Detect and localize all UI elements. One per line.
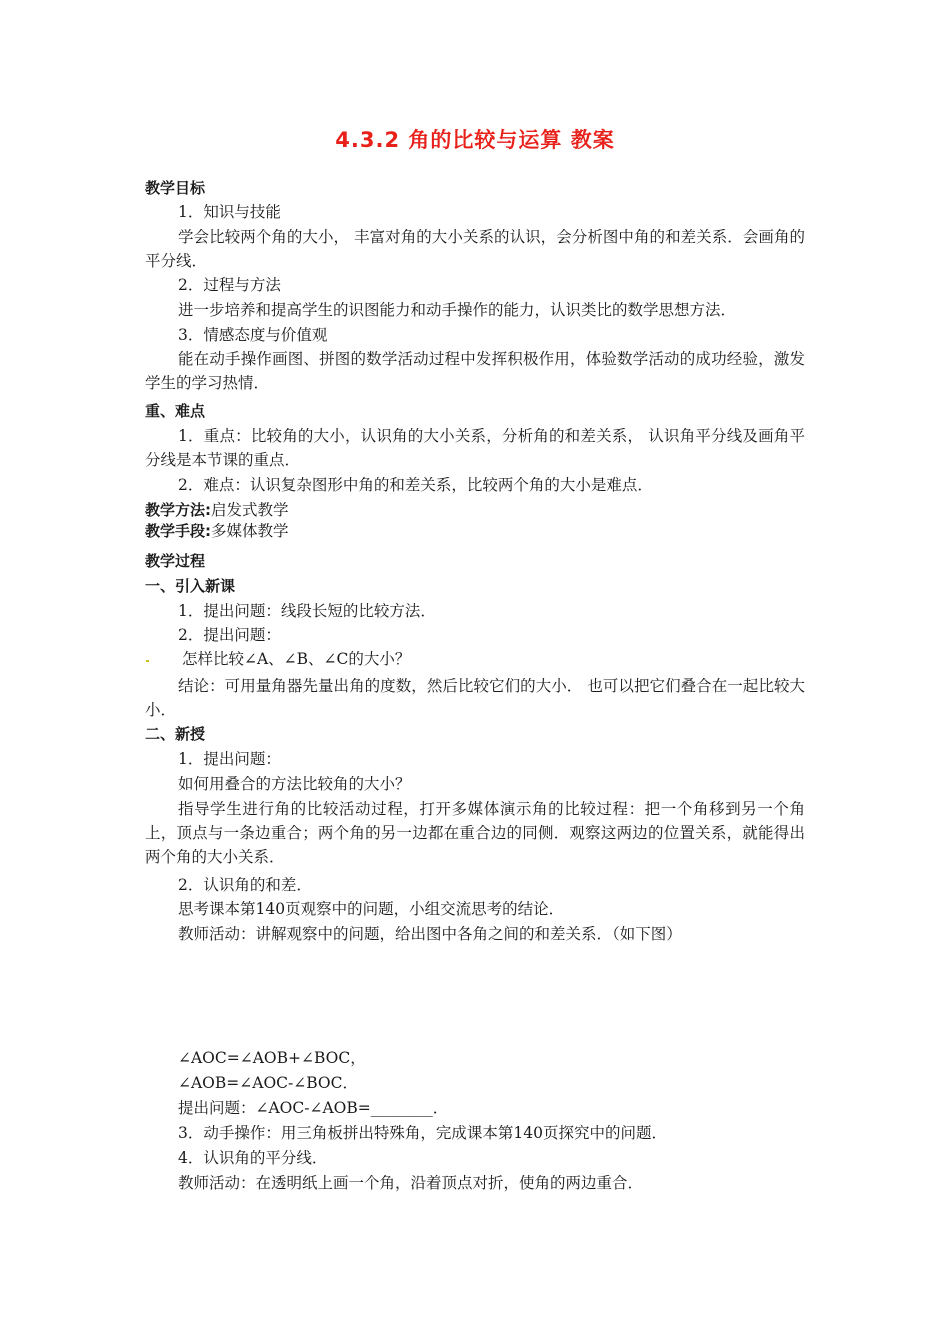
objectives-heading: 教学目标 (145, 179, 206, 197)
section-2-question: 如何用叠合的方法比较角的大小？ (178, 775, 411, 793)
marker-dot (146, 660, 149, 662)
teaching-method-value: 启发式教学 (211, 501, 289, 519)
section-1-item-2: 2．提出问题： (178, 626, 281, 644)
section-2-teacher-activity-2: 教师活动：在透明纸上画一个角，沿着顶点对折，使角的两边重合． (178, 1174, 644, 1192)
section-2-item-4: 4．认识角的平分线． (178, 1149, 328, 1167)
section-1-heading: 一、引入新课 (145, 577, 236, 595)
equation-question: 提出问题：∠AOC-∠AOB=________． (178, 1099, 449, 1117)
section-2-item-2: 2．认识角的和差． (178, 876, 312, 894)
document-title: 4.3.2 角的比较与运算 教案 (335, 128, 615, 152)
equation-2: ∠AOB=∠AOC-∠BOC． (178, 1074, 358, 1092)
teaching-means (145, 519, 289, 543)
teaching-means-label: 教学手段: (145, 522, 211, 540)
objective-2-text: 进一步培养和提高学生的识图能力和动手操作的能力，认识类比的数学思想方法． (178, 301, 737, 319)
section-1-question: 怎样比较∠A、∠B、∠C的大小？ (182, 650, 411, 668)
teaching-method-label: 教学方法: (145, 501, 211, 519)
key-points-heading: 重、难点 (145, 402, 206, 420)
section-2-think: 思考课本第140页观察中的问题，小组交流思考的结论． (178, 900, 565, 918)
equation-1: ∠AOC=∠AOB+∠BOC， (178, 1049, 366, 1067)
section-2-heading: 二、新授 (145, 725, 206, 743)
objective-3-label: 3．情感态度与价值观 (178, 326, 328, 344)
process-heading: 教学过程 (145, 552, 206, 570)
section-1-conclusion: 结论：可用量角器先量出角的度数，然后比较它们的大小． 也可以把它们叠合在一起比较大小． (145, 677, 805, 719)
key-point-2: 2．难点：认识复杂图形中角的和差关系，比较两个角的大小是难点． (178, 476, 653, 494)
objective-2-label: 2．过程与方法 (178, 276, 281, 294)
section-2-item-3: 3．动手操作：用三角板拼出特殊角，完成课本第140页探究中的问题． (178, 1124, 667, 1142)
section-2-teacher-activity: 教师活动：讲解观察中的问题，给出图中各角之间的和差关系．（如下图） (178, 925, 682, 943)
section-2-guide: 指导学生进行角的比较活动过程，打开多媒体演示角的比较过程：把一个角移到另一个角上，顶点与一条边重合；两个角的另一边都在重合边的同侧．观察这两边的位置关系，就能得出两个角的大小关系． (145, 800, 805, 866)
section-2-item-1: 1．提出问题： (178, 750, 281, 768)
key-point-1: 1．重点：比较角的大小，认识角的大小关系，分析角的和差关系， 认识角平分线及画角平分线是本节课的重点． (145, 427, 805, 469)
section-1-item-1: 1．提出问题：线段长短的比较方法． (178, 602, 436, 620)
teaching-means-value: 多媒体教学 (211, 522, 289, 540)
objective-3-text: 能在动手操作画图、拼图的数学活动过程中发挥积极作用，体验数学活动的成功经验，激发学生的学习热情． (145, 350, 805, 392)
objective-1-label: 1．知识与技能 (178, 203, 281, 221)
objective-1-text: 学会比较两个角的大小， 丰富对角的大小关系的认识，会分析图中角的和差关系．会画角的平分线． (145, 228, 805, 270)
